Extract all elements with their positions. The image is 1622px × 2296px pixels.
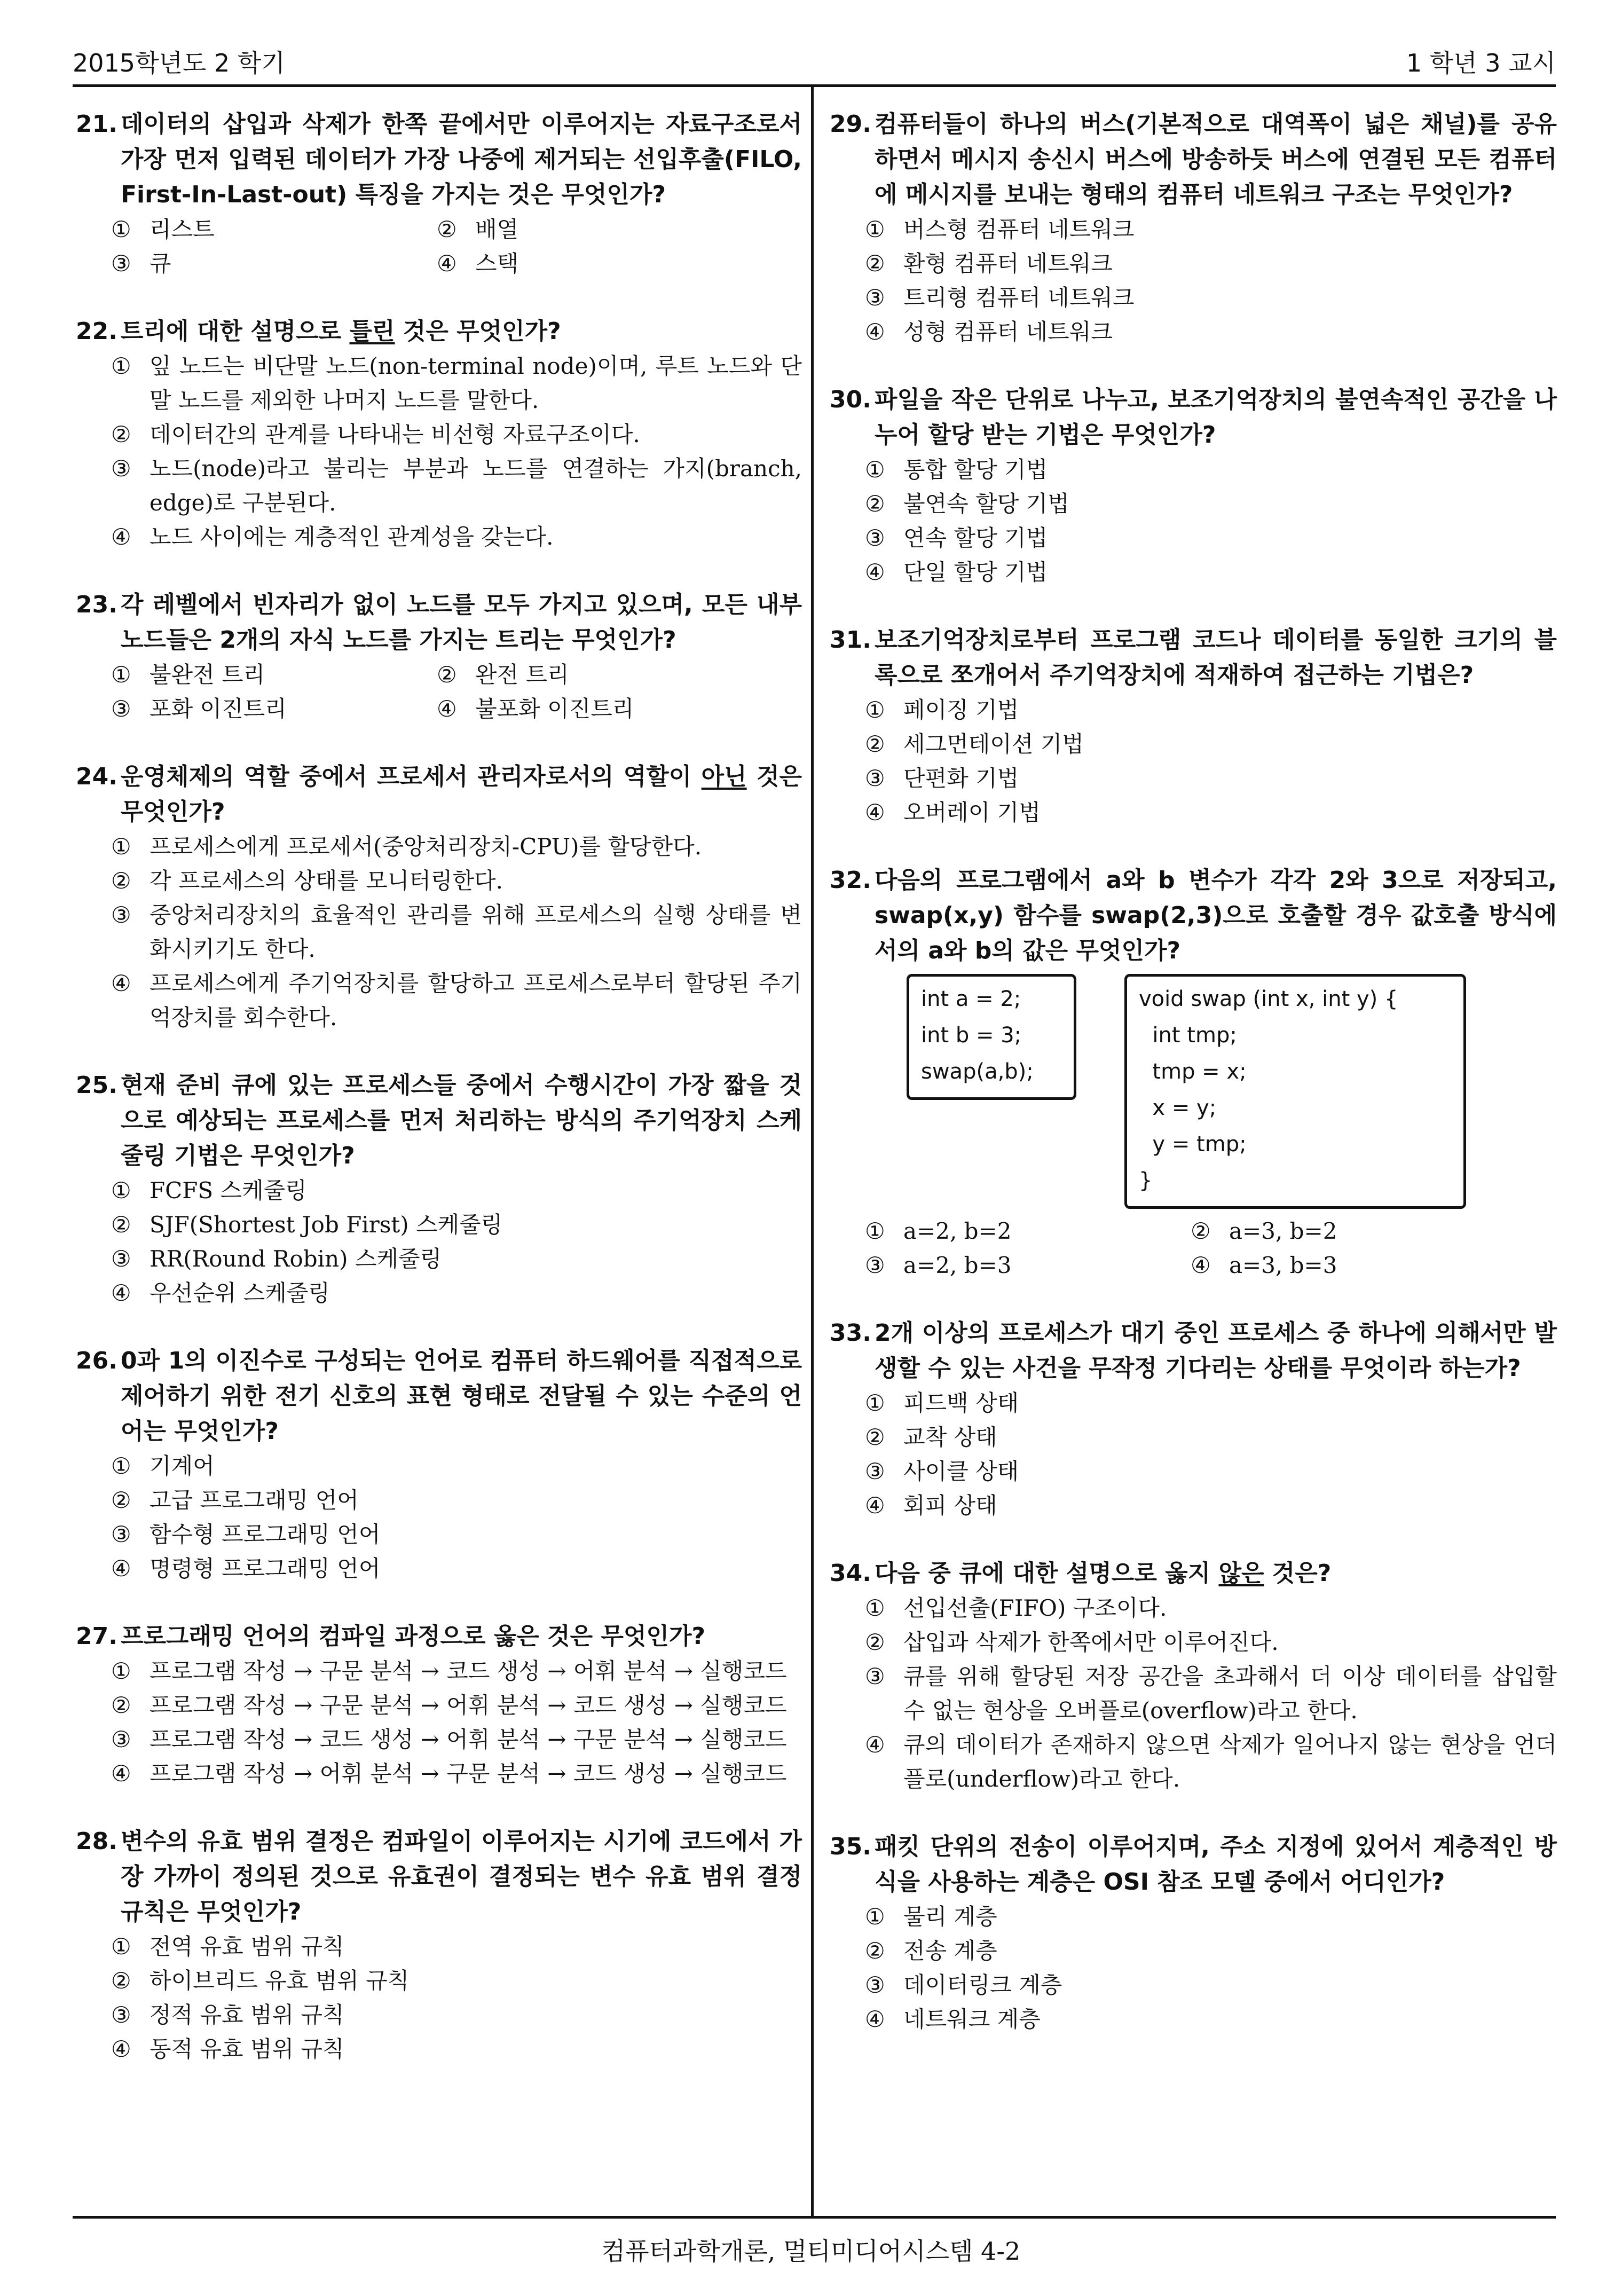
option-3: ③ 트리형 컴퓨터 네트워크 [865, 285, 1135, 311]
question-number: 29. [830, 111, 871, 138]
question-stem: 보조기억장치로부터 프로그램 코드나 데이터를 동일한 크기의 블록으로 쪼개어서 주기억장치에 적재하여 접근하는 기법은? [875, 626, 1557, 689]
question-30 [830, 382, 1557, 589]
options [830, 1386, 1557, 1523]
question-33 [830, 1316, 1557, 1523]
options [830, 1900, 1557, 2036]
question-number: 33. [830, 1319, 871, 1347]
question-number: 31. [830, 626, 871, 654]
code-line: } [1139, 1168, 1153, 1193]
code-figure [830, 974, 1557, 1214]
option-1: ① 잎 노드는 비단말 노드(non-terminal node)이며, 루트 노드와 단말 노드를 제외한 나머지 노드를 말한다. [111, 353, 802, 413]
right-column [830, 107, 1557, 2070]
option-2: ② 고급 프로그래밍 언어 [111, 1487, 359, 1513]
option-4: ④ 동적 유효 범위 규칙 [111, 2036, 344, 2062]
column-divider [811, 85, 814, 2216]
option-1: ① 불완전 트리 [111, 662, 265, 688]
question-number: 26. [76, 1347, 117, 1374]
option-3: ③ 사이클 상태 [865, 1458, 1019, 1484]
option-3: ③ 큐 [111, 250, 171, 277]
question-stem: 각 레벨에서 빈자리가 없이 노드를 모두 가지고 있으며, 모든 내부 노드들은 2개의 자식 노드를 가지는 트리는 무엇인가? [121, 591, 802, 654]
question-22: 22. 트리에 대한 설명으로 틀린 것은 무엇인가? ① 잎 노드는 비단말 노드(non-terminal node)이며, 루트 노드와 단말 노드를 제외한 나머지 노드를 말한다. ② 데이터간의 관계를 나타내는 비선형 자료구조이다. ③ 노드(node)라고 불리는 부분과 노드를 연결하는 가지(branch, edge)로 구분된다. ④ 노드 사이에는 계층적인 관계성을 갖는다. [76, 314, 802, 554]
options [830, 1214, 1557, 1283]
options [76, 1174, 802, 1310]
option-3: ③ 데이터링크 계층 [865, 1972, 1062, 1998]
option-4: ④ 회피 상태 [865, 1492, 997, 1519]
option-4: ④ 프로세스에게 주기억장치를 할당하고 프로세스로부터 할당된 주기억장치를 회수한다. [111, 970, 802, 1031]
question-number: 35. [830, 1833, 871, 1860]
question-number: 22. [76, 318, 117, 345]
emphasis-underline: 않은 [1218, 1560, 1264, 1587]
option-3: ③ 정적 유효 범위 규칙 [111, 2002, 344, 2028]
emphasis-underline: 아닌 [701, 763, 747, 790]
option-1: ① FCFS 스케줄링 [111, 1177, 307, 1204]
option-4: ④ 프로그램 작성 → 어휘 분석 → 구문 분석 → 코드 생성 → 실행코드 [111, 1760, 787, 1787]
option-3: ③ 큐를 위해 할당된 저장 공간을 초과해서 더 이상 데이터를 삽입할 수 없는 현상을 오버플로(overflow)라고 한다. [865, 1663, 1557, 1724]
code-line: x = y; [1139, 1096, 1217, 1120]
options [76, 1449, 802, 1586]
option-1: ① 프로그램 작성 → 구문 분석 → 코드 생성 → 어휘 분석 → 실행코드 [111, 1658, 787, 1684]
question-26 [76, 1343, 802, 1586]
code-line: int b = 3; [921, 1023, 1022, 1048]
question-number: 34. [830, 1560, 871, 1587]
option-4: ④ 오버레이 기법 [865, 799, 1041, 825]
question-34: 34. 다음 중 큐에 대한 설명으로 옳지 않은 것은? ① 선입선출(FIFO) 구조이다. ② 삽입과 삭제가 한쪽에서만 이루어진다. ③ 큐를 위해 할당된 저장 공간을 초과해서 더 이상 데이터를 삽입할 수 없는 현상을 오버플로(overflow)라고 한다. ④ 큐의 데이터가 존재하지 않으면 삭제가 일어나지 않는 현상을 언더플로(underflow)라고 한다. [830, 1556, 1557, 1796]
options [830, 213, 1557, 349]
code-line: tmp = x; [1139, 1059, 1247, 1084]
question-number: 32. [830, 867, 871, 894]
question-number: 21. [76, 111, 117, 138]
option-4: ④ 성형 컴퓨터 네트워크 [865, 319, 1113, 345]
option-2: ② 완전 트리 [437, 662, 569, 688]
question-stem: 0과 1의 이진수로 구성되는 언어로 컴퓨터 하드웨어를 직접적으로 제어하기 위한 전기 신호의 표현 형태로 전달될 수 있는 수준의 언어는 무엇인가? [121, 1347, 802, 1445]
header-divider [73, 84, 1556, 87]
option-1: ① 프로세스에게 프로세서(중앙처리장치-CPU)를 할당한다. [111, 834, 702, 860]
options [76, 658, 802, 726]
question-stem: 데이터의 삽입과 삭제가 한쪽 끝에서만 이루어지는 자료구조로서 가장 먼저 입력된 데이터가 가장 나중에 제거되는 선입후출(FILO, First-In-Last-out) 특징을 가지는 것은 무엇인가? [121, 111, 802, 208]
option-3: ③ 연속 할당 기법 [865, 525, 1048, 551]
options [830, 1591, 1557, 1796]
question-number: 25. [76, 1072, 117, 1099]
question-stem: 다음의 프로그램에서 a와 b 변수가 각각 2와 3으로 저장되고, swap(x,y) 함수를 swap(2,3)으로 호출할 경우 값호출 방식에서의 a와 b의 값은 무엇인가? [875, 867, 1557, 964]
code-line: int a = 2; [921, 987, 1021, 1011]
grade-period-header: 1 학년 3 교시 [1406, 49, 1556, 77]
caller-code-box [907, 974, 1076, 1100]
question-number: 27. [76, 1623, 117, 1650]
option-2: ② 하이브리드 유효 범위 규칙 [111, 1968, 410, 1994]
question-stem: 운영체제의 역할 중에서 프로세서 관리자로서의 역할이 [121, 763, 702, 790]
code-line: y = tmp; [1139, 1132, 1247, 1157]
options [830, 453, 1557, 589]
option-2: ② SJF(Shortest Job First) 스케줄링 [111, 1212, 503, 1238]
option-3: ③ 중앙처리장치의 효율적인 관리를 위해 프로세스의 실행 상태를 변화시키기도 한다. [111, 902, 802, 962]
option-4: ④ 큐의 데이터가 존재하지 않으면 삭제가 일어나지 않는 현상을 언더플로(underflow)라고 한다. [865, 1732, 1557, 1792]
options [76, 1654, 802, 1791]
exam-term-header: 2015학년도 2 학기 [73, 49, 285, 77]
option-1: ① 전역 유효 범위 규칙 [111, 1933, 344, 1960]
option-4: ④ 노드 사이에는 계층적인 관계성을 갖는다. [111, 524, 554, 550]
question-31 [830, 623, 1557, 830]
question-25 [76, 1068, 802, 1310]
question-stem: 프로그래밍 언어의 컴파일 과정으로 옳은 것은 무엇인가? [121, 1623, 706, 1650]
question-stem: 현재 준비 큐에 있는 프로세스들 중에서 수행시간이 가장 짧을 것으로 예상되는 프로세스를 먼저 처리하는 방식의 주기억장치 스케줄링 기법은 무엇인가? [121, 1072, 802, 1169]
question-27 [76, 1619, 802, 1791]
option-1: ① 버스형 컴퓨터 네트워크 [865, 216, 1135, 242]
question-24: 24. 운영체제의 역할 중에서 프로세서 관리자로서의 역할이 아닌 것은 무엇인가? ① 프로세스에게 프로세서(중앙처리장치-CPU)를 할당한다. ② 각 프로세스의 상태를 모니터링한다. ③ 중앙처리장치의 효율적인 관리를 위해 프로세스의 실행 상태를 변화시키기도 한다. ④ 프로세스에게 주기억장치를 할당하고 프로세스로부터 할당된 주기억장치를 회수한다. [76, 759, 802, 1035]
question-stem: 파일을 작은 단위로 나누고, 보조기억장치의 불연속적인 공간을 나누어 할당 받는 기법은 무엇인가? [875, 386, 1557, 449]
question-stem: 컴퓨터들이 하나의 버스(기본적으로 대역폭이 넓은 채널)를 공유하면서 메시지 송신시 버스에 방송하듯 버스에 연결된 모든 컴퓨터에 메시지를 보내는 형태의 컴퓨터 네트워크 구조는 무엇인가? [875, 111, 1557, 208]
question-28 [76, 1824, 802, 2066]
question-number: 24. [76, 763, 117, 790]
swap-function-code-box [1124, 974, 1466, 1209]
option-2: ② a=3, b=2 [1191, 1218, 1337, 1244]
option-3: ③ 단편화 기법 [865, 765, 1019, 791]
question-number: 23. [76, 591, 117, 618]
question-21 [76, 107, 802, 281]
question-stem: 트리에 대한 설명으로 [121, 318, 350, 345]
option-3: ③ 프로그램 작성 → 코드 생성 → 어휘 분석 → 구문 분석 → 실행코드 [111, 1726, 787, 1752]
option-4: ④ 네트워크 계층 [865, 2006, 1041, 2032]
options [76, 213, 802, 281]
left-column [76, 107, 802, 2100]
options [830, 693, 1557, 830]
option-3: ③ 포화 이진트리 [111, 696, 287, 722]
footer-divider [73, 2216, 1556, 2219]
option-1: ① 리스트 [111, 216, 215, 242]
question-stem: 변수의 유효 범위 결정은 컴파일이 이루어지는 시기에 코드에서 가장 가까이 정의된 것으로 유효권이 결정되는 변수 유효 범위 결정 규칙은 무엇인가? [121, 1828, 802, 1925]
option-2: ② 교착 상태 [865, 1424, 997, 1450]
option-1: ① 통합 할당 기법 [865, 457, 1048, 483]
option-2: ② 각 프로세스의 상태를 모니터링한다. [111, 868, 503, 894]
option-1: ① 페이징 기법 [865, 697, 1019, 723]
option-2: ② 삽입과 삭제가 한쪽에서만 이루어진다. [865, 1629, 1279, 1655]
question-number: 30. [830, 386, 871, 413]
option-1: ① 선입선출(FIFO) 구조이다. [865, 1595, 1167, 1621]
option-3: ③ 함수형 프로그래밍 언어 [111, 1521, 381, 1547]
option-2: ② 세그먼테이션 기법 [865, 731, 1084, 757]
code-line: int tmp; [1139, 1023, 1237, 1048]
option-4: ④ 단일 할당 기법 [865, 559, 1048, 585]
option-4: ④ a=3, b=3 [1191, 1252, 1337, 1278]
option-2: ② 배열 [437, 216, 519, 242]
option-1: ① 물리 계층 [865, 1904, 997, 1930]
option-4: ④ 명령형 프로그래밍 언어 [111, 1555, 381, 1582]
code-line: swap(a,b); [921, 1059, 1034, 1084]
question-stem: 2개 이상의 프로세스가 대기 중인 프로세스 중 하나에 의해서만 발생할 수 있는 사건을 무작정 기다리는 상태를 무엇이라 하는가? [875, 1319, 1557, 1382]
code-line: void swap (int x, int y) { [1139, 987, 1398, 1011]
question-stem: 패킷 단위의 전송이 이루어지며, 주소 지정에 있어서 계층적인 방식을 사용하는 계층은 OSI 참조 모델 중에서 어디인가? [875, 1833, 1557, 1896]
options [76, 349, 802, 554]
option-3: ③ RR(Round Robin) 스케줄링 [111, 1246, 442, 1272]
emphasis-underline: 틀린 [349, 318, 395, 345]
option-1: ① 기계어 [111, 1453, 215, 1479]
question-stem: 다음 중 큐에 대한 설명으로 옳지 [875, 1560, 1219, 1587]
page-footer: 컴퓨터과학개론, 멀티미디어시스템 4-2 [601, 2237, 1021, 2266]
question-number: 28. [76, 1828, 117, 1855]
option-2: ② 환형 컴퓨터 네트워크 [865, 250, 1113, 277]
option-1: ① a=2, b=2 [865, 1218, 1012, 1244]
question-23 [76, 587, 802, 726]
options [76, 1930, 802, 2066]
question-32 [830, 863, 1557, 1283]
question-35 [830, 1829, 1557, 2036]
option-1: ① 피드백 상태 [865, 1390, 1019, 1416]
option-2: ② 프로그램 작성 → 구문 분석 → 어휘 분석 → 코드 생성 → 실행코드 [111, 1692, 787, 1718]
option-2: ② 불연속 할당 기법 [865, 491, 1069, 517]
option-3: ③ a=2, b=3 [865, 1252, 1012, 1278]
option-4: ④ 우선순위 스케줄링 [111, 1280, 330, 1306]
option-3: ③ 노드(node)라고 불리는 부분과 노드를 연결하는 가지(branch, edge)로 구분된다. [111, 455, 802, 516]
options [76, 830, 802, 1035]
option-4: ④ 스택 [437, 250, 519, 277]
option-4: ④ 불포화 이진트리 [437, 696, 634, 722]
option-2: ② 데이터간의 관계를 나타내는 비선형 자료구조이다. [111, 421, 640, 447]
question-29 [830, 107, 1557, 349]
option-2: ② 전송 계층 [865, 1938, 997, 1964]
